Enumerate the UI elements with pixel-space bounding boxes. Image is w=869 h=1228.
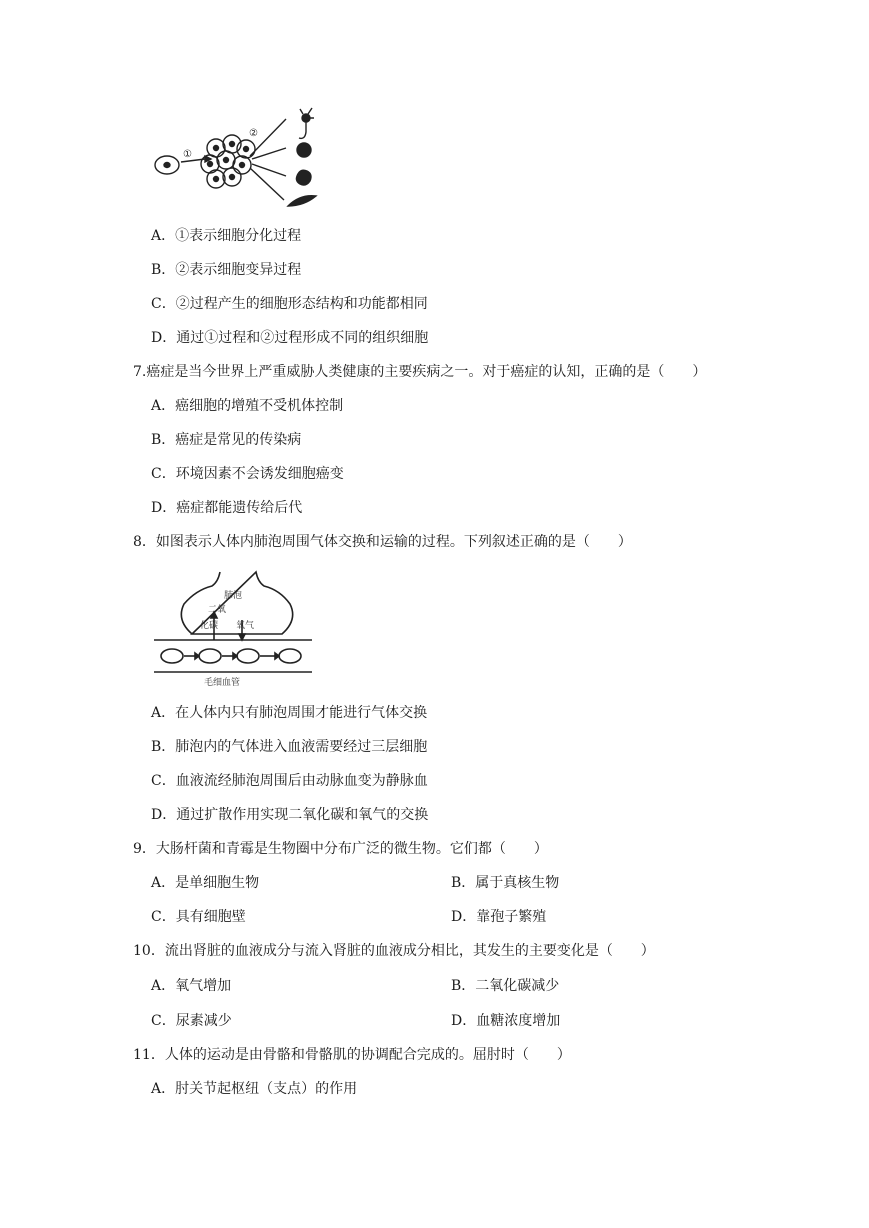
q7-option-d: D．癌症都能遗传给后代 (151, 500, 303, 516)
q10-option-b: B．二氧化碳减少 (451, 978, 560, 994)
q8-stem: 8．如图表示人体内肺泡周围气体交换和运输的过程。下列叙述正确的是（ ） (133, 534, 632, 550)
alveolus-capillary-figure (152, 568, 314, 688)
blood-cell (237, 649, 259, 663)
q10-option-d: D．血糖浓度增加 (451, 1013, 561, 1029)
q9-option-d: D．靠孢子繁殖 (451, 909, 547, 925)
q6-option-a: A．①表示细胞分化过程 (151, 228, 302, 244)
q6-option-c: C．②过程产生的细胞形态结构和功能都相同 (151, 296, 428, 312)
q9-option-a: A．是单细胞生物 (151, 875, 260, 891)
q9-option-b: B．属于真核生物 (451, 875, 560, 891)
co2-label-top: 二氧 (208, 605, 227, 615)
q7-stem: 7.癌症是当今世界上严重威胁人类健康的主要疾病之一。对于癌症的认知，正确的是（ ） (133, 364, 707, 380)
q7-option-a: A．癌细胞的增殖不受机体控制 (151, 398, 344, 414)
blood-cell (199, 649, 221, 663)
q10-stem: 10．流出肾脏的血液成分与流入肾脏的血液成分相比，其发生的主要变化是（ ） (133, 943, 655, 959)
q8-option-b: B．肺泡内的气体进入血液需要经过三层细胞 (151, 739, 428, 755)
irregular-cell (296, 170, 311, 185)
figure-label-1: ① (183, 149, 192, 160)
q6-option-b: B．②表示细胞变异过程 (151, 262, 302, 278)
cell-differentiation-figure (150, 104, 330, 216)
q10-option-a: A．氧气增加 (151, 978, 232, 994)
q11-option-a: A．肘关节起枢纽（支点）的作用 (151, 1081, 358, 1097)
q9-stem: 9．大肠杆菌和青霉是生物圈中分布广泛的微生物。它们都（ ） (133, 841, 548, 857)
cell-cluster (201, 135, 255, 188)
alveolus-label: 肺泡 (224, 591, 243, 601)
q8-option-a: A．在人体内只有肺泡周围才能进行气体交换 (151, 705, 428, 721)
figure-label-2: ② (249, 128, 258, 139)
q11-stem: 11．人体的运动是由骨骼和骨骼肌的协调配合完成的。屈肘时（ ） (133, 1047, 571, 1063)
q7-option-b: B．癌症是常见的传染病 (151, 432, 302, 448)
neuron-cell (299, 108, 314, 138)
blood-cell (161, 649, 183, 663)
q8-option-c: C．血液流经肺泡周围后由动脉血变为静脉血 (151, 773, 428, 789)
blood-cell (279, 649, 301, 663)
o2-label: 氧气 (236, 621, 255, 631)
co2-label-bottom: 化碳 (200, 621, 219, 631)
q8-option-d: D．通过扩散作用实现二氧化碳和氧气的交换 (151, 807, 429, 823)
q9-option-c: C．具有细胞壁 (151, 909, 246, 925)
spindle-cell (288, 196, 316, 206)
q6-option-d: D．通过①过程和②过程形成不同的组织细胞 (151, 330, 429, 346)
q10-option-c: C．尿素减少 (151, 1013, 232, 1029)
round-cell (297, 143, 311, 157)
q7-option-c: C．环境因素不会诱发细胞癌变 (151, 466, 344, 482)
capillary-label: 毛细血管 (204, 678, 241, 688)
